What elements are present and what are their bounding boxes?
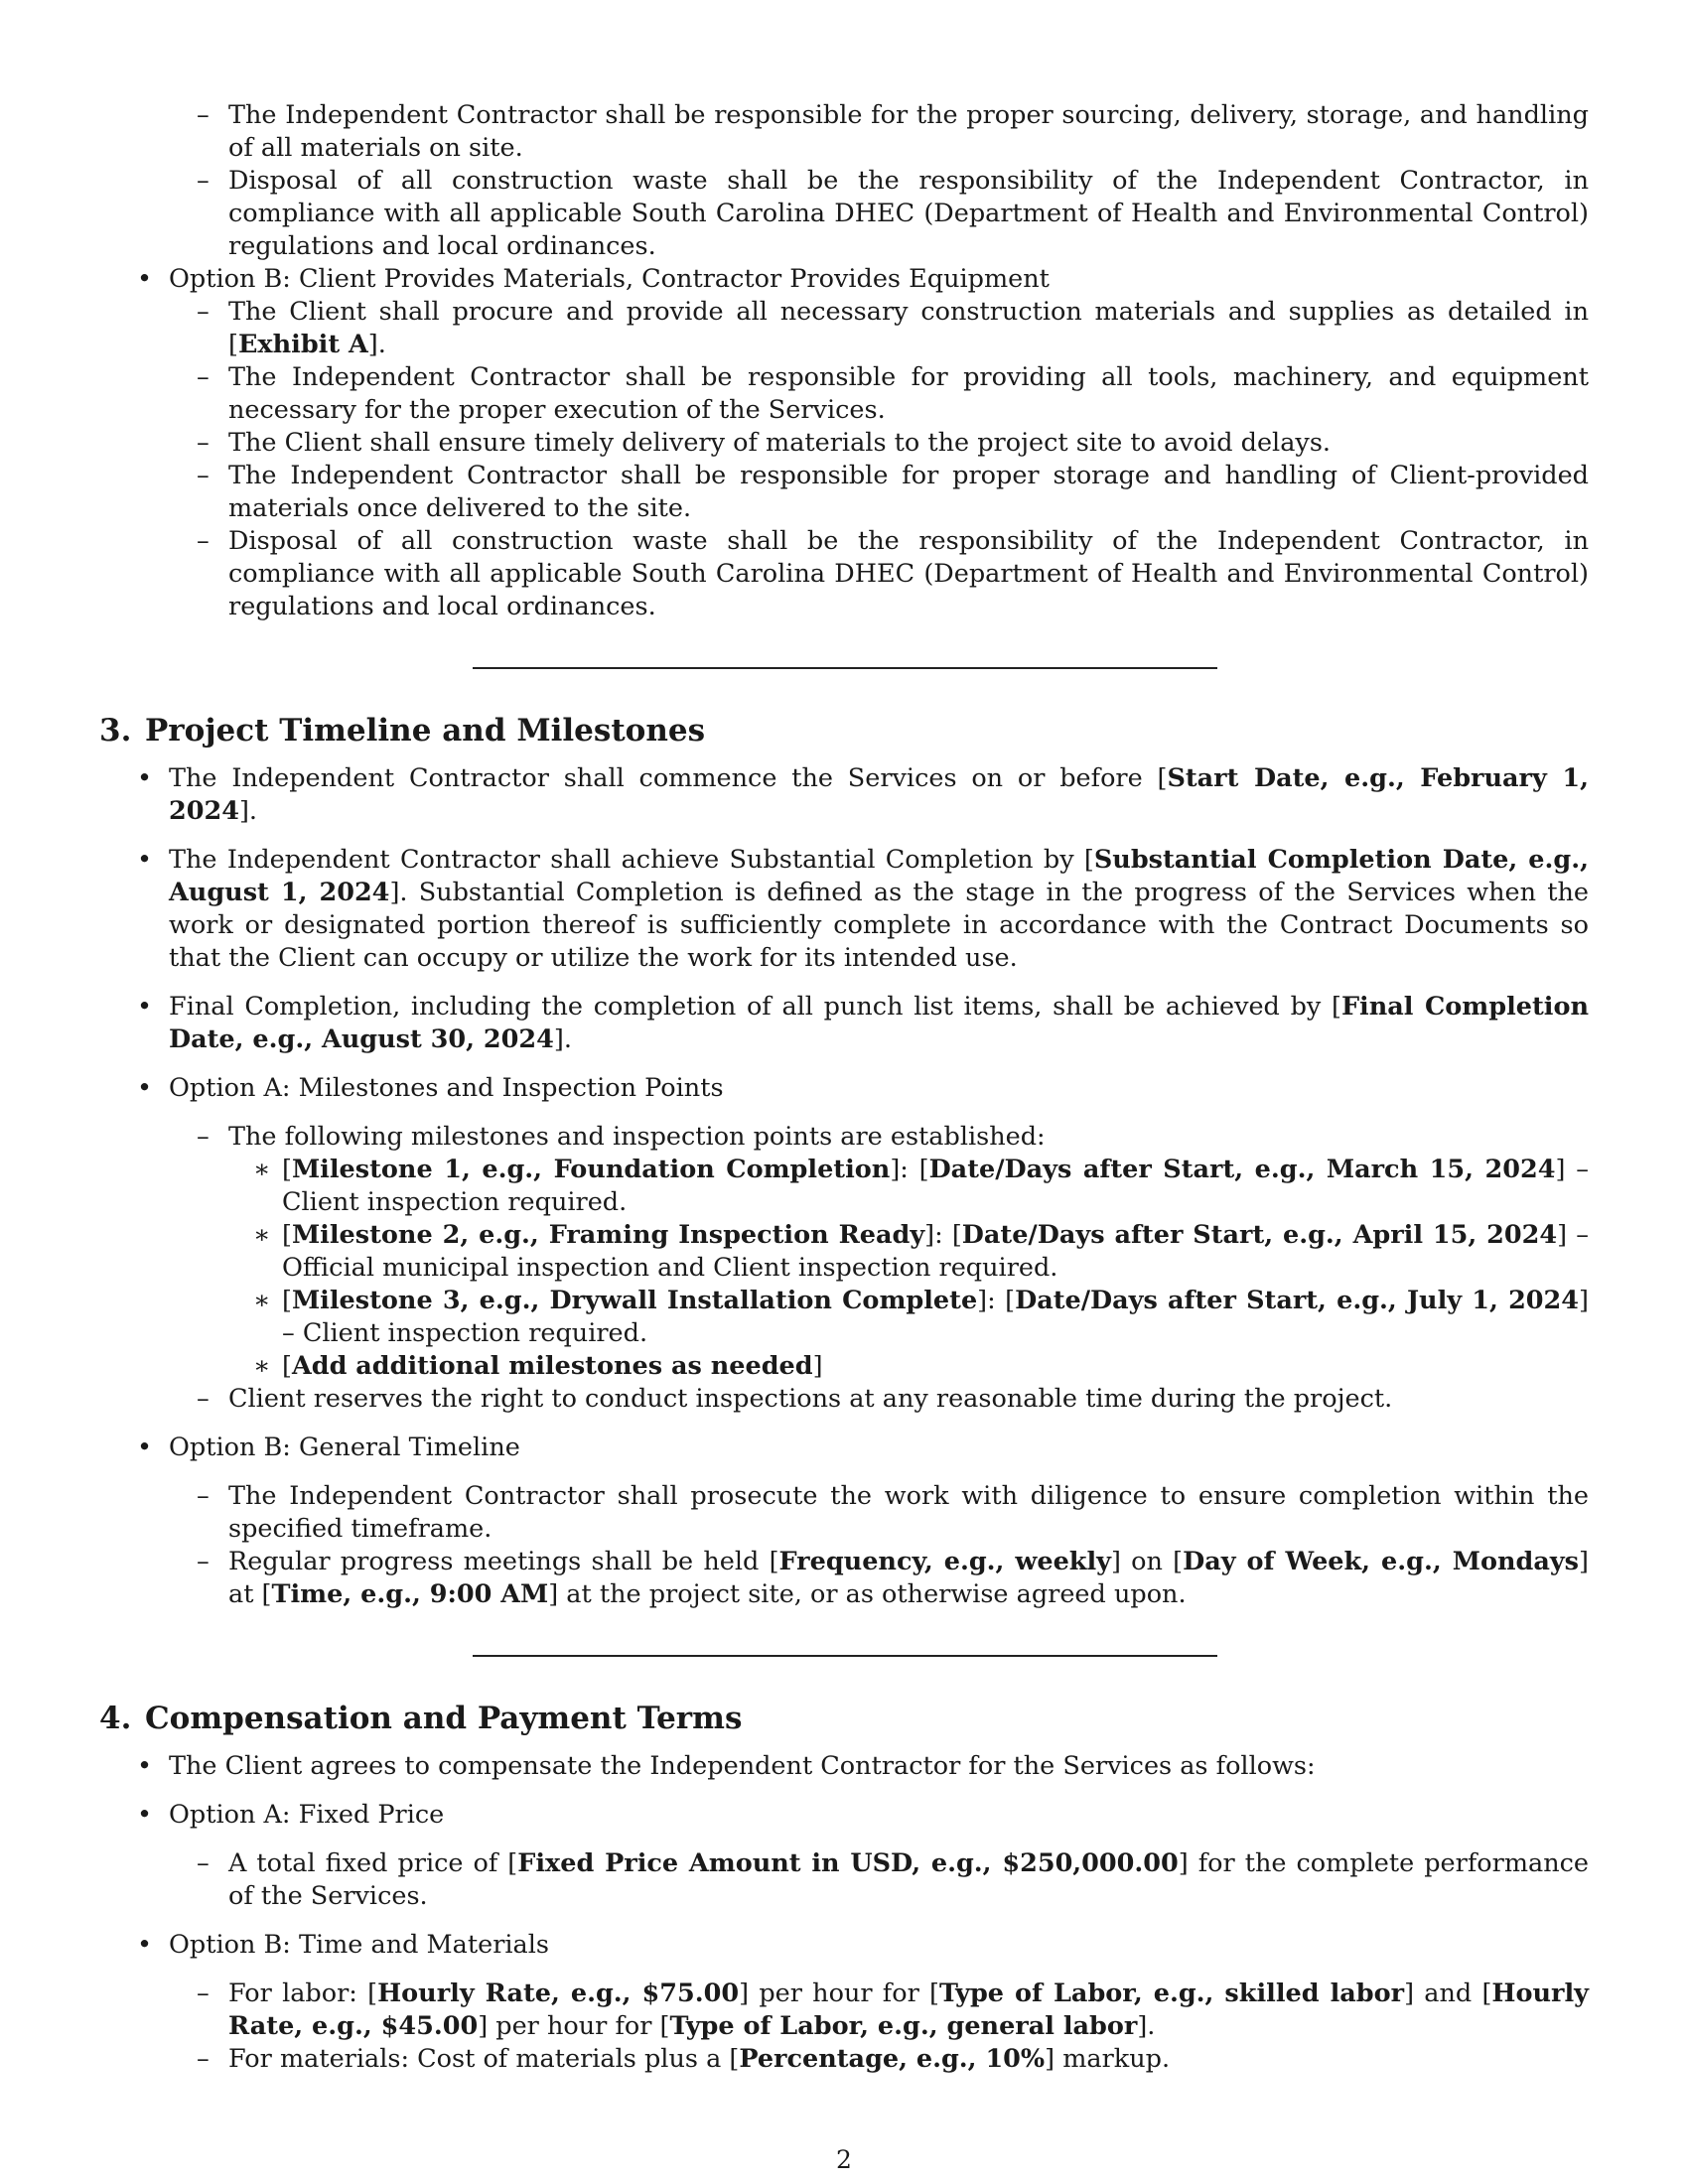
milestone-item: ∗ [Milestone 3, e.g., Drywall Installation Complete]: [Date/Days after Start, e.g., July 1, 2024] – Client inspection required.: [253, 1286, 1589, 1348]
option-b-timeline: • Option B: General Timeline: [137, 1433, 520, 1462]
list-item: – For materials: Cost of materials plus a [Percentage, e.g., 10%] markup.: [197, 2044, 1171, 2074]
list-item: – The Independent Contractor shall be responsible for proper storage and handling of Client-provided materials once delivered to the site.: [197, 461, 1589, 523]
section-4-heading: 4. Compensation and Payment Terms: [99, 1701, 743, 1736]
milestone-item: ∗ [Milestone 1, e.g., Foundation Completion]: [Date/Days after Start, e.g., March 15, 2024] – Client inspection required.: [253, 1155, 1589, 1217]
section-divider: [473, 667, 1217, 669]
list-item: • Final Completion, including the completion of all punch list items, shall be achieved by [Final Completion Date, e.g., August 30, 2024].: [137, 992, 1589, 1054]
section-4-list: [99, 1750, 1589, 2076]
option-a-milestones: • Option A: Milestones and Inspection Points: [137, 1073, 724, 1103]
list-item: – The Independent Contractor shall be responsible for the proper sourcing, delivery, storage, and handling of all materials on site.: [197, 100, 1589, 163]
list-item: – Regular progress meetings shall be held [Frequency, e.g., weekly] on [Day of Week, e.g., Mondays] at [Time, e.g., 9:00 AM] at the project site, or as otherwise agreed upon.: [197, 1547, 1589, 1609]
page-content: [99, 99, 1589, 2076]
section-divider: [473, 1655, 1217, 1657]
list-item: – The following milestones and inspection points are established:: [197, 1122, 1046, 1152]
list-item: – The Client shall ensure timely delivery of materials to the project site to avoid delays.: [197, 428, 1332, 458]
list-item: – A total fixed price of [Fixed Price Amount in USD, e.g., $250,000.00] for the complete performance of the Services.: [197, 1848, 1589, 1911]
list-item: – Disposal of all construction waste shall be the responsibility of the Independent Contractor, in compliance with all applicable South Carolina DHEC (Department of Health and Environmental Control) regulations and local ordinances.: [197, 166, 1589, 261]
option-b-time-materials: • Option B: Time and Materials: [137, 1930, 549, 1960]
list-item: • The Client agrees to compensate the Independent Contractor for the Services as follows:: [137, 1751, 1316, 1781]
list-item: – Disposal of all construction waste shall be the responsibility of the Independent Contractor, in compliance with all applicable South Carolina DHEC (Department of Health and Environmental Control) regulations and local ordinances.: [197, 526, 1589, 621]
option-a-fixed-price: • Option A: Fixed Price: [137, 1800, 445, 1830]
milestone-item: ∗ [Add additional milestones as needed]: [253, 1351, 823, 1381]
page-number: 2: [836, 2145, 852, 2174]
option-b-materials: • Option B: Client Provides Materials, Contractor Provides Equipment: [137, 264, 1050, 294]
list-item: – The Independent Contractor shall prosecute the work with diligence to ensure completion within the specified timeframe.: [197, 1481, 1589, 1544]
section-3-list: [99, 762, 1589, 1611]
list-item: • The Independent Contractor shall achieve Substantial Completion by [Substantial Completion Date, e.g., August 1, 2024]. Substantial Completion is defined as the stage in the progress of the Services when the work or designated portion thereof is sufficiently complete in accordance with the Contract Documents so that the Client can occupy or utilize the work for its intended use.: [137, 845, 1589, 973]
list-item: – For labor: [Hourly Rate, e.g., $75.00] per hour for [Type of Labor, e.g., skilled labor] and [Hourly Rate, e.g., $45.00] per hour for [Type of Labor, e.g., general labor].: [197, 1979, 1589, 2041]
list-item: – The Client shall procure and provide all necessary construction materials and supplies as detailed in [Exhibit A].: [197, 297, 1589, 359]
milestone-item: ∗ [Milestone 2, e.g., Framing Inspection Ready]: [Date/Days after Start, e.g., April 15, 2024] – Official municipal inspection and Client inspection required.: [253, 1220, 1589, 1283]
list-item: – The Independent Contractor shall be responsible for providing all tools, machinery, and equipment necessary for the proper execution of the Services.: [197, 362, 1589, 425]
list-item: – Client reserves the right to conduct inspections at any reasonable time during the project.: [197, 1384, 1393, 1414]
section2-continuation: [99, 99, 1589, 623]
list-item: • The Independent Contractor shall commence the Services on or before [Start Date, e.g., February 1, 2024].: [137, 763, 1589, 826]
section-3-heading: 3. Project Timeline and Milestones: [99, 713, 706, 749]
